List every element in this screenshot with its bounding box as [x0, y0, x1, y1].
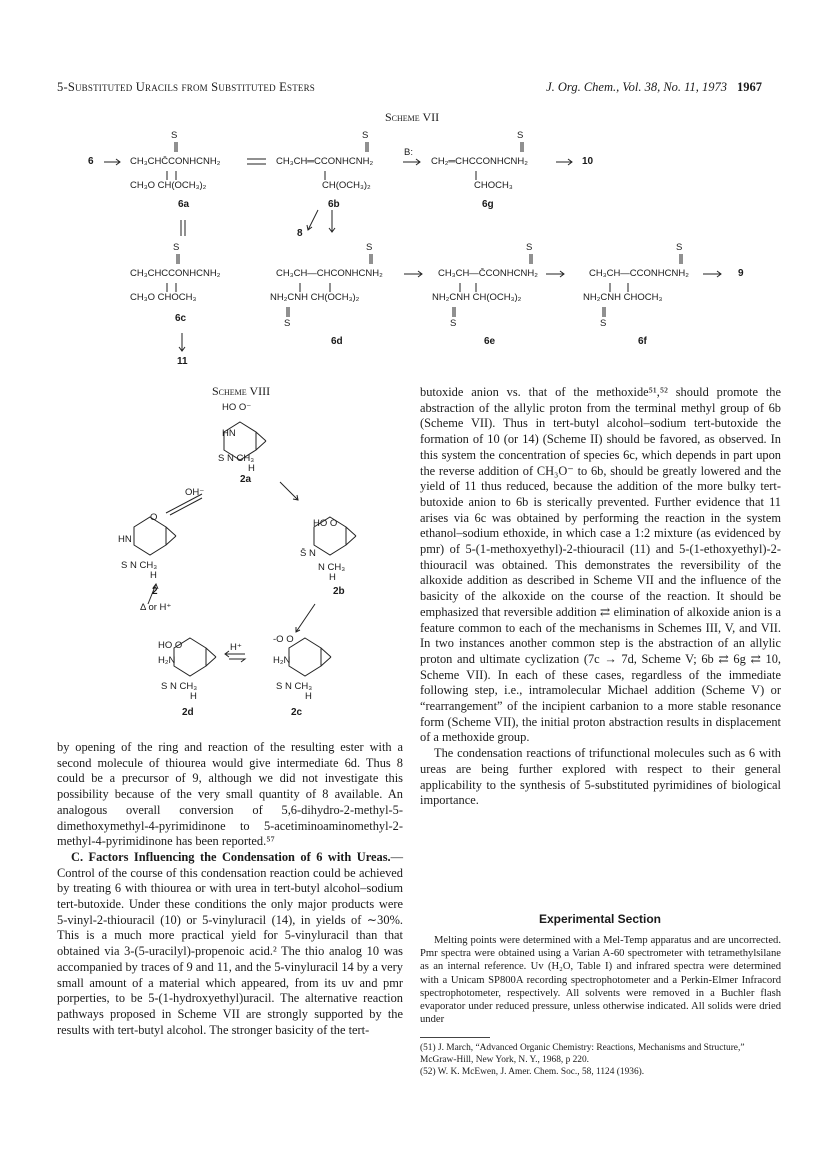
scheme7-start-label: 6 [88, 156, 94, 167]
experimental-paragraph: Melting points were determined with a Mel-Temp apparatus and are uncorrected. Pmr spectra were obtained using a Varian A-60 spectrometer with tetramethylsilane as an internal reference. Uv (H₂O, Table I) and infrared spectra were determined with a Unicam SP800A recording spectrophotometer and a Perkin-Elmer Infracord spectrophotometer, respectively. All solvents were removed in a Buchler flash evaporator under reduced pressure, unless otherwise indicated. All solids were dried under [420, 935, 781, 1026]
compound-2b-line1: HO O [313, 518, 338, 529]
compound-6e-label: 6e [484, 336, 496, 347]
compound-2b-h: H [329, 572, 336, 583]
h-plus-label: H⁺ [230, 642, 242, 653]
compound-6d-label: 6d [331, 336, 343, 347]
section-heading-c: C. Factors Influencing the Condensation of 6 with Ureas. [71, 849, 391, 864]
product-9-label: 9 [738, 268, 744, 279]
compound-6f-line2: NH₂CNH CHOCH₃ [583, 292, 663, 303]
compound-2b-line2: S̄ N [300, 548, 316, 559]
s-label: S [362, 130, 369, 141]
compound-2a-line2: HN [222, 428, 236, 439]
compound-2d-line3: S N CH₃ [161, 681, 198, 692]
oh-label: OH⁻ [185, 487, 205, 498]
experimental-section-title: Experimental Section [538, 912, 662, 926]
product-8-label: 8 [297, 228, 303, 239]
s-label: S [450, 318, 457, 329]
product-11-label: 11 [177, 356, 188, 367]
s-label: S [366, 242, 373, 253]
scheme7-title: Scheme VII [385, 110, 440, 124]
s-label: S [171, 130, 178, 141]
compound-2b-line3: N CH₃ [318, 562, 346, 573]
compound-6b-line2: CH(OCH₃)₂ [322, 180, 371, 191]
right-paragraph-2: The condensation reactions of trifunctional molecules such as 6 with ureas are being further explored with respect to their general applicability to the synthesis of 5-substituted pyrimidines of biological importance. [420, 746, 781, 808]
compound-6c-label: 6c [175, 313, 187, 324]
compound-2-h: H [150, 570, 157, 581]
compound-2c-h: H [305, 691, 312, 702]
compound-6f-label: 6f [638, 336, 647, 347]
compound-6c-line2: CH₃O CHOCH₃ [130, 292, 197, 303]
compound-2b-label: 2b [333, 586, 345, 597]
right-column [420, 385, 781, 809]
s-label: S [284, 318, 291, 329]
experimental-body [420, 934, 781, 1026]
compound-6g-label: 6g [482, 199, 494, 210]
compound-6a-label: 6a [178, 199, 190, 210]
s-label: S [676, 242, 683, 253]
footnote-52: (52) W. K. McEwen, J. Amer. Chem. Soc., 58, 1124 (1936). [420, 1067, 645, 1077]
footnote-rule [420, 1037, 490, 1038]
s-label: S [600, 318, 607, 329]
compound-2d-line2: H₂N [158, 655, 176, 666]
compound-2c-line2: H₂N [273, 655, 291, 666]
compound-2c-label: 2c [291, 707, 303, 718]
compound-6f-line1: CH₃CH—CCONHCNH₂ [589, 268, 689, 279]
footnote-51: (51) J. March, “Advanced Organic Chemistry: Reactions, Mechanisms and Structure,” McGraw-Hill, New York, N. Y., 1968, p 220. [420, 1043, 745, 1065]
compound-2-line2: HN [118, 534, 132, 545]
compound-2a-line3: S N CH₃ [218, 453, 255, 464]
compound-2d-h: H [190, 691, 197, 702]
base-label: B: [404, 147, 413, 158]
compound-6e-line2: NH₂CNH CH(OCH₃)₂ [432, 292, 522, 303]
compound-6d-line1: CH₃CH—CHCONHCNH₂ [276, 268, 383, 279]
compound-2d-label: 2d [182, 707, 194, 718]
compound-6g-line1: CH₂═CHCCONHCNH₂ [431, 156, 528, 167]
compound-2-line3: S N CH₃ [121, 560, 158, 571]
compound-2-label: 2 [152, 586, 158, 597]
compound-2d-line1: HO O [158, 640, 183, 651]
section-c-text: —Control of the course of this condensation reaction could be achieved by treating 6 with thiourea or with urea in tert-butyl alcohol–sodium tert-butoxide. Under these conditions the only major products were 5-vinyl-2-thiouracil (10) or 5-vinyluracil (14), in yields of ∼30%. This is a much more practical yield for 5-vinyluracil than that obtained via 3-(5-uracilyl)-propenoic acid.² The thio analog 10 was accompanied by traces of 9 and 11, and the 5-vinyluracil 14 by a very small amount of a material which appeared, from its uv and pmr porperties, to be 5-(1-hydroxyethyl)uracil. The alternative reaction pathways proposed in Scheme VII are strongly supported by the results with tert-butyl alcohol. The stronger basicity of the tert- [57, 849, 403, 1037]
s-label: S [517, 130, 524, 141]
s-label: S [526, 242, 533, 253]
compound-2-line1: O [150, 512, 158, 523]
left-column [57, 740, 403, 1038]
page-number: 1967 [737, 80, 762, 94]
scheme8-title: Scheme VIII [212, 384, 271, 398]
scheme7-arrows [0, 0, 828, 380]
right-paragraph-1: butoxide anion vs. that of the methoxide⁵¹,⁵² should promote the abstraction of the allylic proton from the terminal methyl group of 6b (Scheme VII). Thus in tert-butyl alcohol–sodium tert-butoxide the formation of 10 (or 14) (Scheme II) should be favored, as observed. In this system the concentration of species 6c, which depends in part upon the reverse addition of CH₃O⁻ to 6b, should be greatly lowered and the yield of 11 thus reduced, because the addition of the more bulky tert-butoxide anion to 6b is sterically prevented. Further evidence that 11 arises via 6c was obtained by performing the reaction in the system ethanol–sodium ethoxide, in which case a 1:2 mixture (as evidenced by pmr) of 5-(1-methoxyethyl)-2-thiouracil (11) and 5-(1-ethoxyethyl)-2-thiouracil was obtained. This demonstrates the reversibility of the alkoxide addition as described in Scheme VII and the influence of the basicity of the alkoxide on the course of the reaction. It should be emphasized that reversible addition ⇄ elimination of alkoxide anion is a feature common to each of the mechanisms in Schemes III, V, and VII. In two instances another common step is the abstraction of an allylic proton and ultimate cyclization (7c → 7d, Scheme V; 6b ⇄ 6g ⇄ 10, Scheme VII). In each of these cases, regardless of the immediate following step, i.e., intramolecular Michael addition (Scheme V) or “rearrangement” of the incipient carbanion to a more stable resonance form (Scheme VII), the initial proton abstraction results in displacement of a methoxide group. [420, 385, 781, 745]
s-label: S [173, 242, 180, 253]
running-title: 5-Substituted Uracils from Substituted Esters [57, 80, 315, 94]
journal-name: J. Org. Chem., Vol. 38, No. 11, 1973 [546, 80, 727, 94]
compound-6e-line1: CH₃CH—C̄CONHCNH₂ [438, 268, 538, 279]
left-paragraph-1: by opening of the ring and reaction of the resulting ester with a second molecule of thiourea would give intermediate 6d. Thus 8 could be a precursor of 9, although we did not investigate this possibility because of the very small quantity of 8 available. An analogous overall conversion of 5,6-dihydro-2-methyl-5-dimethoxymethyl-4-pyrimidinone to 5-acetiminoaminomethyl-2-methyl-4-pyrimidinone has been reported.⁵⁷ [57, 740, 403, 849]
compound-6a-line1: CH₃CHC̄CONHCNH₂ [130, 156, 221, 167]
compound-2c-line3: S N CH₃ [276, 681, 313, 692]
product-10-label: 10 [582, 156, 594, 167]
compound-2a-line1: HO O⁻ [222, 402, 252, 413]
compound-2c-line1: -O O [273, 634, 294, 645]
compound-6b-label: 6b [328, 199, 340, 210]
compound-6c-line1: CH₃CHCCONHCNH₂ [130, 268, 221, 279]
compound-6b-line1: CH₃CH═CCONHCNH₂ [276, 156, 374, 167]
compound-6g-line2: CHOCH₃ [474, 180, 513, 191]
compound-2a-h: H [248, 463, 255, 474]
compound-2a-label: 2a [240, 474, 252, 485]
compound-6d-line2: NH₂CNH CH(OCH₃)₂ [270, 292, 360, 303]
scheme8-structures [0, 380, 420, 740]
delta-label: Δ or H⁺ [140, 602, 172, 613]
left-paragraph-2 [57, 850, 403, 1038]
compound-6a-line2: CH₃O CH(OCH₃)₂ [130, 180, 207, 191]
